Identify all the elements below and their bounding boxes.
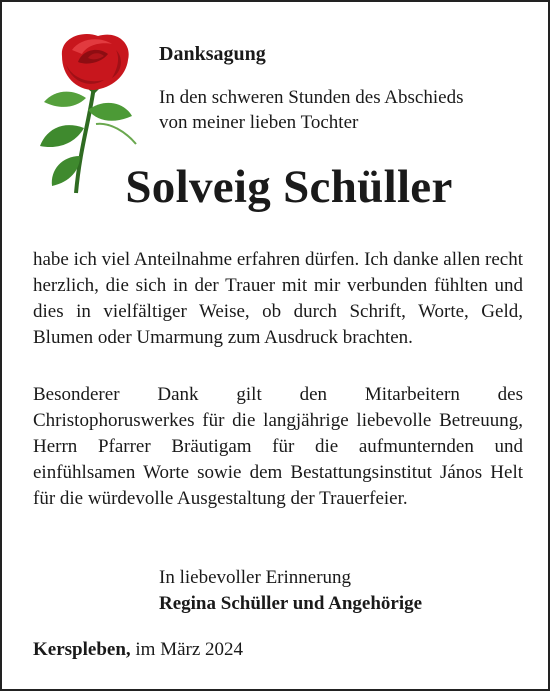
paragraph-thanks: habe ich viel Anteilnahme erfahren dürfen. Ich danke allen recht herzlich, die sich in der Trauer mit mir verbunden fühlten und dies in vielfältiger Weise, ob durch Schrift, Worte, Geld, Blumen oder Umarmung zum Ausdruck brachten. bbox=[33, 249, 523, 348]
signature: Regina Schüller und Angehörige bbox=[159, 593, 423, 614]
paragraph-special-thanks: Besonderer Dank gilt den Mitarbeitern des Christophoruswerkes für die langjährige liebevolle Betreuung, Herrn Pfarrer Bräutigam für die aufmunternden und einfühlsamen Worte sowie dem Bestattungsinstitut János Helt für die würdevolle Ausgestaltung der Trauerfeier. bbox=[33, 384, 523, 509]
place-town: Kerspleben, bbox=[33, 639, 131, 660]
intro-line: In den schweren Stunden des Abschieds bbox=[159, 87, 464, 108]
place-date-text: im März 2024 bbox=[135, 639, 244, 660]
closing-line: In liebevoller Erinnerung bbox=[159, 567, 352, 588]
intro-text bbox=[159, 85, 463, 135]
place-date bbox=[33, 639, 243, 661]
heading: Danksagung bbox=[159, 43, 266, 65]
deceased-name: Solveig Schüller bbox=[125, 161, 453, 213]
intro-line: von meiner lieben Tochter bbox=[159, 112, 359, 133]
closing bbox=[159, 565, 422, 617]
